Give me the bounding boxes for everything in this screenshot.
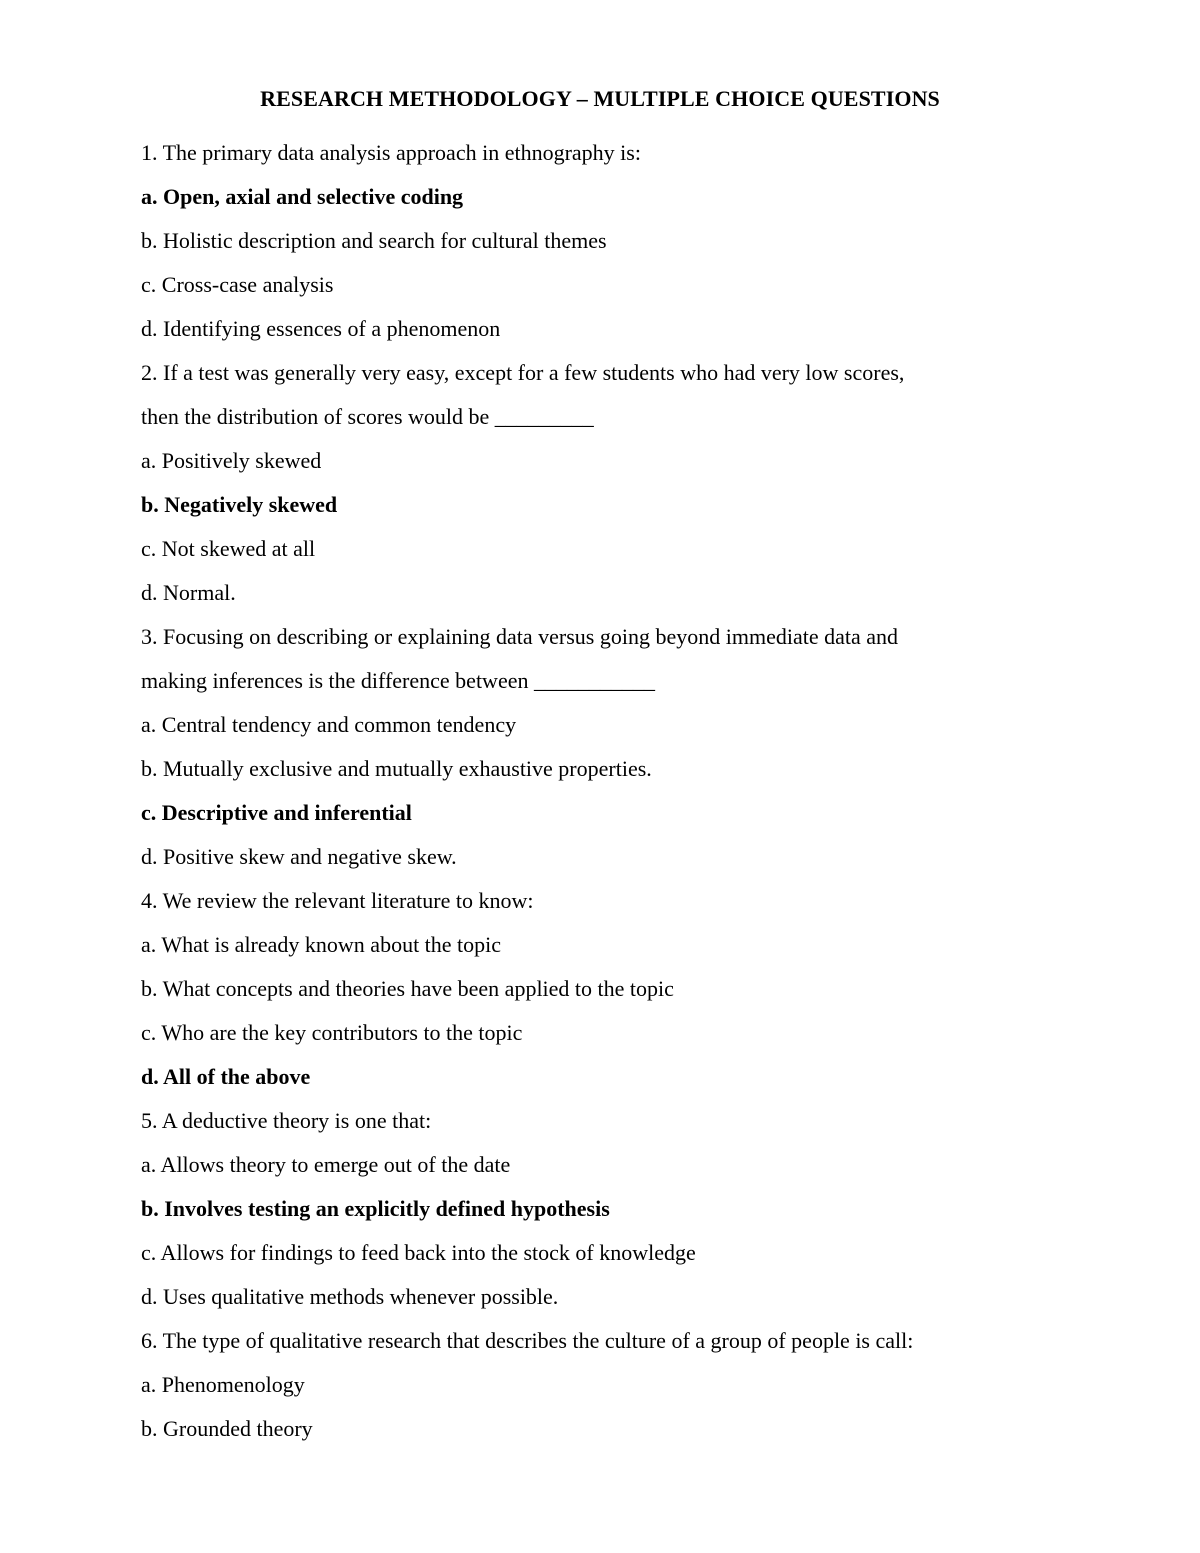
answer-option-correct: c. Descriptive and inferential [141, 800, 412, 825]
answer-option: d. Normal. [141, 580, 236, 605]
answer-option: d. Positive skew and negative skew. [141, 844, 457, 869]
question-stem: 3. Focusing on describing or explaining data versus going beyond immediate data and [141, 624, 899, 649]
answer-option: a. Allows theory to emerge out of the date [141, 1152, 511, 1177]
answer-option-correct: b. Negatively skewed [141, 492, 338, 517]
question-stem: 1. The primary data analysis approach in ethnography is: [141, 140, 641, 165]
answer-option-correct: b. Involves testing an explicitly defined hypothesis [141, 1196, 610, 1221]
question-stem: 6. The type of qualitative research that describes the culture of a group of people is call: [141, 1328, 914, 1353]
question-stem: then the distribution of scores would be _________ [141, 404, 594, 429]
answer-option: a. Phenomenology [141, 1372, 305, 1397]
answer-option: d. Uses qualitative methods whenever possible. [141, 1284, 559, 1309]
question-block [141, 1319, 1101, 1451]
document-title: RESEARCH METHODOLOGY – MULTIPLE CHOICE QUESTIONS [260, 86, 940, 111]
question-block [141, 131, 1101, 351]
question-block [141, 351, 1101, 615]
answer-option-correct: d. All of the above [141, 1064, 311, 1089]
answer-option: b. What concepts and theories have been applied to the topic [141, 976, 674, 1001]
answer-option: c. Who are the key contributors to the topic [141, 1020, 523, 1045]
answer-option: c. Cross-case analysis [141, 272, 334, 297]
answer-option: a. Central tendency and common tendency [141, 712, 517, 737]
question-list [141, 131, 1101, 1451]
question-stem: 2. If a test was generally very easy, except for a few students who had very low scores, [141, 360, 905, 385]
answer-option: a. What is already known about the topic [141, 932, 502, 957]
answer-option: a. Positively skewed [141, 448, 322, 473]
answer-option: c. Allows for findings to feed back into the stock of knowledge [141, 1240, 696, 1265]
question-stem: 4. We review the relevant literature to know: [141, 888, 534, 913]
answer-option: d. Identifying essences of a phenomenon [141, 316, 501, 341]
answer-option-correct: a. Open, axial and selective coding [141, 184, 464, 209]
answer-option: c. Not skewed at all [141, 536, 316, 561]
question-stem: 5. A deductive theory is one that: [141, 1108, 432, 1133]
question-block [141, 615, 1101, 879]
question-block [141, 1099, 1101, 1319]
question-block [141, 879, 1101, 1099]
question-stem: making inferences is the difference between ___________ [141, 668, 655, 693]
answer-option: b. Holistic description and search for cultural themes [141, 228, 607, 253]
answer-option: b. Grounded theory [141, 1416, 313, 1441]
answer-option: b. Mutually exclusive and mutually exhaustive properties. [141, 756, 652, 781]
